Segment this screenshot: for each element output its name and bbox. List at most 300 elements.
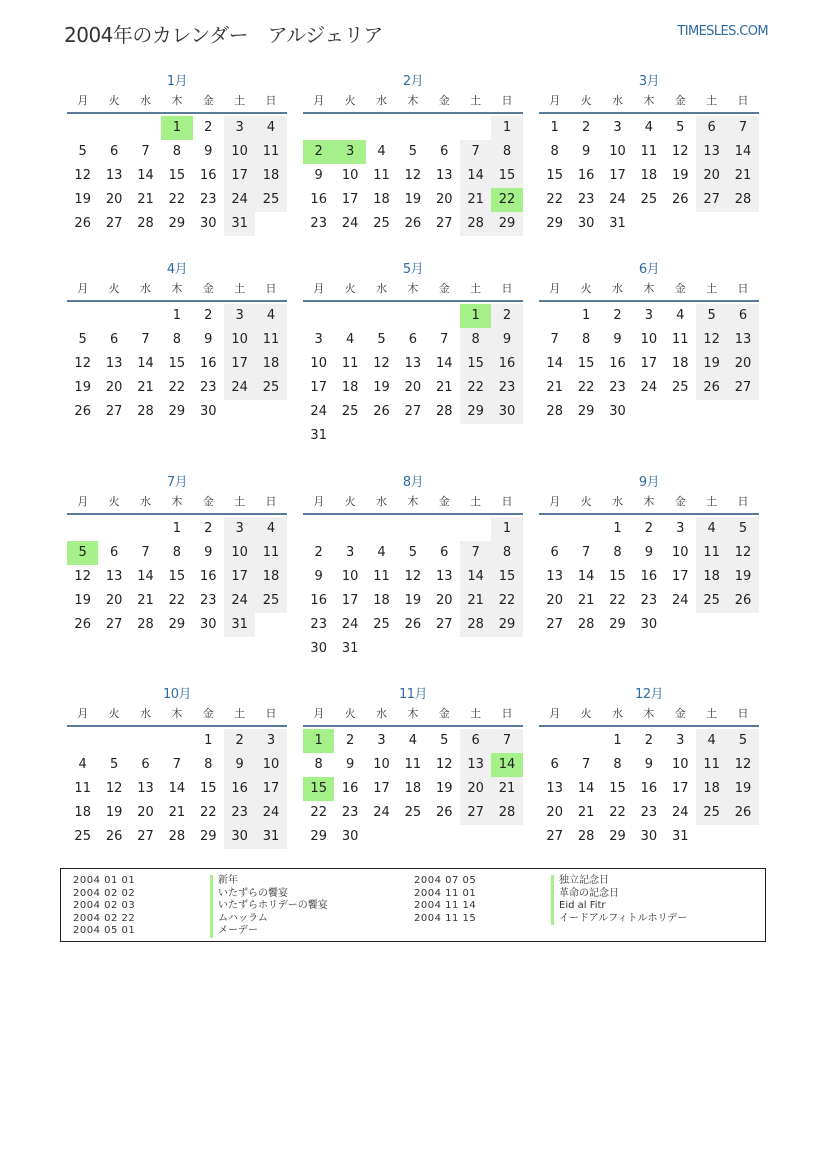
day-cell: 24: [224, 589, 255, 613]
day-cell: 5: [440, 733, 449, 748]
day-cell: 16: [224, 777, 255, 801]
day-cell: 31: [255, 825, 286, 849]
day-cell: 4: [377, 545, 386, 560]
weekday-label: 火: [580, 94, 592, 107]
day-cell: 11: [671, 332, 689, 347]
day-cell: 25: [373, 617, 390, 632]
weekday-label: 日: [737, 282, 749, 295]
weekday-label: 日: [265, 94, 277, 107]
month-block: [539, 73, 759, 236]
day-cell: 3: [345, 545, 355, 560]
day-cell: 1: [491, 116, 522, 140]
month-block: [67, 261, 287, 424]
day-cell: 16: [609, 356, 626, 371]
day-cell: 2: [581, 120, 591, 135]
day-cell: 27: [105, 216, 123, 231]
day-cell: 13: [546, 569, 563, 584]
holiday-day-cell: 3: [334, 140, 365, 164]
day-cell: 30: [640, 617, 658, 632]
empty-cell: [303, 517, 334, 541]
day-cell: 23: [640, 593, 658, 608]
day-cell: 27: [435, 617, 453, 632]
day-cell: 25: [255, 376, 286, 400]
day-cell: 15: [609, 569, 626, 584]
day-cell: 11: [373, 569, 390, 584]
day-cell: 13: [460, 753, 491, 777]
month-name: 2月: [402, 74, 424, 89]
month-block: [303, 261, 523, 448]
day-cell: 15: [491, 164, 522, 188]
weekday-label: 水: [375, 94, 387, 107]
empty-cell: [98, 517, 129, 541]
day-cell: 14: [435, 356, 453, 371]
day-cell: 3: [613, 120, 622, 135]
day-cell: 30: [199, 617, 217, 632]
day-cell: 9: [224, 753, 255, 777]
day-cell: 16: [199, 356, 217, 371]
day-cell: 31: [671, 829, 689, 844]
day-cell: 17: [310, 380, 327, 395]
day-cell: 24: [310, 404, 327, 419]
day-cell: 8: [172, 545, 181, 560]
weekday-label: 水: [139, 282, 151, 295]
weekday-label: 土: [706, 707, 718, 720]
day-cell: 11: [341, 356, 359, 371]
month-name: 3月: [638, 74, 660, 89]
day-cell: 15: [577, 356, 595, 371]
day-cell: 18: [373, 192, 390, 207]
weekday-header: [303, 91, 523, 114]
day-cell: 2: [204, 521, 213, 536]
day-grid: [303, 729, 523, 849]
day-cell: 17: [671, 781, 689, 796]
holiday-date: 2004 02 03: [73, 900, 136, 911]
month-name: 4月: [166, 262, 188, 277]
weekday-label: 火: [344, 94, 356, 107]
day-cell: 28: [546, 404, 563, 419]
day-cell: 30: [609, 404, 626, 419]
holiday-date: 2004 11 01: [414, 887, 477, 899]
day-cell: 20: [696, 164, 727, 188]
day-cell: 8: [172, 144, 181, 159]
month-name: 7月: [166, 475, 188, 490]
day-cell: 26: [74, 617, 91, 632]
day-cell: 15: [546, 168, 563, 183]
day-cell: 29: [546, 216, 563, 231]
empty-cell: [460, 517, 491, 541]
day-cell: 16: [640, 569, 658, 584]
month-name: 1月: [166, 74, 188, 89]
month-block: [67, 474, 287, 637]
day-cell: 10: [341, 168, 359, 183]
month-name: 8月: [402, 475, 424, 490]
day-cell: 27: [137, 829, 154, 844]
day-cell: 2: [345, 733, 355, 748]
weekday-label: 水: [375, 495, 387, 508]
day-cell: 22: [168, 192, 186, 207]
day-cell: 24: [255, 801, 286, 825]
empty-cell: [429, 517, 460, 541]
day-grid: [67, 729, 287, 849]
weekday-label: 月: [77, 707, 89, 720]
day-cell: 8: [314, 757, 323, 772]
day-cell: 1: [613, 521, 622, 536]
holiday-date: 2004 02 02: [73, 887, 136, 899]
day-cell: 8: [581, 332, 591, 347]
day-cell: 6: [550, 757, 559, 772]
holiday-date: 2004 07 05: [414, 875, 477, 886]
weekday-label: 日: [501, 707, 513, 720]
day-cell: 11: [696, 753, 727, 777]
day-cell: 14: [168, 781, 186, 796]
day-cell: 6: [440, 545, 449, 560]
day-cell: 19: [696, 352, 727, 376]
day-cell: 6: [460, 729, 491, 753]
day-cell: 27: [696, 188, 727, 212]
day-cell: 26: [696, 376, 727, 400]
day-cell: 17: [609, 168, 626, 183]
day-cell: 28: [727, 188, 758, 212]
weekday-label: 金: [202, 495, 214, 508]
site-logo[interactable]: TIMESLES.COM: [677, 24, 768, 39]
day-cell: 19: [435, 781, 453, 796]
day-cell: 31: [224, 613, 255, 637]
day-cell: 27: [546, 617, 563, 632]
day-cell: 25: [696, 801, 727, 825]
day-cell: 18: [696, 777, 727, 801]
day-cell: 5: [727, 729, 758, 753]
day-cell: 31: [310, 428, 327, 443]
day-cell: 1: [491, 517, 522, 541]
day-cell: 11: [373, 168, 390, 183]
holiday-date: 2004 01 01: [73, 875, 136, 886]
empty-cell: [130, 517, 161, 541]
weekday-label: 土: [706, 94, 718, 107]
day-cell: 21: [137, 192, 154, 207]
weekday-label: 水: [375, 707, 387, 720]
day-cell: 30: [199, 216, 217, 231]
day-cell: 8: [204, 757, 213, 772]
day-cell: 8: [491, 541, 522, 565]
weekday-label: 月: [313, 707, 325, 720]
weekday-label: 日: [737, 495, 749, 508]
day-cell: 10: [609, 144, 626, 159]
day-cell: 9: [314, 168, 323, 183]
day-cell: 23: [199, 192, 217, 207]
day-cell: 9: [314, 569, 323, 584]
day-cell: 16: [577, 168, 595, 183]
day-cell: 3: [676, 733, 685, 748]
month-block: [303, 73, 523, 236]
day-cell: 7: [727, 116, 758, 140]
weekday-header: [67, 279, 287, 302]
day-cell: 28: [137, 216, 154, 231]
empty-cell: [570, 729, 601, 753]
empty-cell: [334, 304, 365, 328]
day-cell: 13: [696, 140, 727, 164]
day-cell: 4: [644, 120, 653, 135]
holiday-name-column: [551, 875, 687, 925]
day-cell: 4: [696, 517, 727, 541]
day-cell: 5: [78, 332, 87, 347]
weekday-label: 土: [470, 707, 482, 720]
day-cell: 25: [696, 589, 727, 613]
day-cell: 24: [224, 376, 255, 400]
day-cell: 17: [671, 569, 689, 584]
day-cell: 1: [172, 308, 181, 323]
day-cell: 2: [613, 308, 622, 323]
day-cell: 31: [341, 641, 359, 656]
weekday-label: 日: [501, 495, 513, 508]
day-cell: 10: [671, 545, 689, 560]
weekday-label: 月: [313, 495, 325, 508]
weekday-label: 月: [77, 495, 89, 508]
day-cell: 11: [255, 328, 286, 352]
empty-cell: [570, 517, 601, 541]
weekday-label: 日: [501, 94, 513, 107]
day-cell: 19: [74, 192, 91, 207]
weekday-label: 木: [407, 495, 419, 508]
weekday-label: 水: [139, 707, 151, 720]
day-cell: 13: [435, 168, 453, 183]
day-cell: 26: [404, 617, 422, 632]
day-cell: 27: [435, 216, 453, 231]
weekday-header: [539, 279, 759, 302]
weekday-label: 木: [171, 707, 183, 720]
weekday-label: 水: [139, 495, 151, 508]
month-block: [539, 261, 759, 424]
day-cell: 4: [408, 733, 417, 748]
day-grid: [539, 116, 759, 236]
day-cell: 22: [609, 593, 626, 608]
day-cell: 26: [727, 589, 758, 613]
weekday-header: [303, 704, 523, 727]
day-cell: 17: [255, 777, 286, 801]
day-cell: 2: [204, 308, 213, 323]
day-cell: 7: [440, 332, 449, 347]
empty-cell: [429, 116, 460, 140]
day-cell: 18: [255, 352, 286, 376]
day-cell: 8: [613, 545, 622, 560]
day-cell: 24: [341, 617, 359, 632]
day-cell: 4: [676, 308, 685, 323]
weekday-label: 土: [706, 495, 718, 508]
day-cell: 7: [141, 545, 150, 560]
day-cell: 8: [491, 140, 522, 164]
day-cell: 22: [546, 192, 563, 207]
day-cell: 7: [581, 757, 591, 772]
empty-cell: [397, 116, 428, 140]
day-cell: 19: [671, 168, 689, 183]
holiday-name: メーデー: [210, 925, 328, 938]
weekday-header: [67, 91, 287, 114]
weekday-label: 金: [202, 707, 214, 720]
day-grid: [67, 116, 287, 236]
day-cell: 6: [408, 332, 417, 347]
empty-cell: [98, 116, 129, 140]
day-cell: 12: [696, 328, 727, 352]
weekday-label: 水: [611, 94, 623, 107]
weekday-label: 月: [313, 282, 325, 295]
day-grid: [539, 304, 759, 424]
day-grid: [539, 729, 759, 849]
empty-cell: [460, 116, 491, 140]
day-cell: 11: [74, 781, 91, 796]
day-cell: 21: [460, 188, 491, 212]
day-cell: 6: [109, 332, 119, 347]
day-cell: 8: [550, 144, 559, 159]
day-cell: 3: [314, 332, 323, 347]
holiday-legend: [60, 868, 766, 942]
day-cell: 26: [74, 404, 91, 419]
empty-cell: [98, 304, 129, 328]
holiday-date: 2004 11 14: [414, 900, 477, 911]
day-cell: 24: [671, 593, 689, 608]
weekday-label: 木: [407, 282, 419, 295]
day-cell: 28: [491, 801, 522, 825]
empty-cell: [397, 304, 428, 328]
day-cell: 4: [255, 116, 286, 140]
empty-cell: [130, 729, 161, 753]
day-cell: 28: [137, 404, 154, 419]
day-cell: 27: [105, 404, 123, 419]
day-cell: 19: [74, 593, 91, 608]
day-cell: 24: [341, 216, 359, 231]
day-cell: 21: [546, 380, 563, 395]
day-cell: 25: [341, 404, 359, 419]
weekday-label: 木: [643, 94, 655, 107]
weekday-label: 木: [643, 495, 655, 508]
day-cell: 23: [224, 801, 255, 825]
weekday-label: 火: [108, 707, 120, 720]
day-cell: 18: [671, 356, 689, 371]
day-cell: 26: [373, 404, 390, 419]
day-cell: 30: [640, 829, 658, 844]
holiday-name: 新年: [210, 875, 328, 888]
day-cell: 28: [460, 212, 491, 236]
weekday-label: 金: [674, 282, 686, 295]
day-cell: 14: [727, 140, 758, 164]
day-cell: 23: [310, 216, 327, 231]
weekday-label: 木: [407, 94, 419, 107]
day-cell: 24: [609, 192, 626, 207]
day-cell: 18: [404, 781, 422, 796]
day-cell: 8: [172, 332, 181, 347]
day-cell: 4: [255, 517, 286, 541]
day-cell: 13: [137, 781, 154, 796]
day-cell: 21: [491, 777, 522, 801]
month-name: 11月: [398, 687, 428, 702]
day-grid: [539, 517, 759, 637]
month-name: 12月: [634, 687, 664, 702]
day-cell: 14: [137, 569, 154, 584]
weekday-label: 火: [108, 282, 120, 295]
day-cell: 7: [491, 729, 522, 753]
day-cell: 4: [377, 144, 386, 159]
day-cell: 11: [255, 541, 286, 565]
day-cell: 5: [727, 517, 758, 541]
day-cell: 10: [341, 569, 359, 584]
day-cell: 17: [341, 192, 359, 207]
weekday-label: 土: [470, 495, 482, 508]
day-cell: 2: [224, 729, 255, 753]
day-cell: 6: [109, 545, 119, 560]
day-cell: 16: [491, 352, 522, 376]
day-cell: 30: [199, 404, 217, 419]
day-cell: 30: [577, 216, 595, 231]
day-cell: 12: [74, 356, 91, 371]
weekday-label: 火: [108, 94, 120, 107]
empty-cell: [366, 116, 397, 140]
weekday-label: 金: [674, 495, 686, 508]
day-cell: 5: [696, 304, 727, 328]
holiday-name: いたずらの饗宴: [210, 888, 328, 901]
weekday-label: 金: [438, 495, 450, 508]
weekday-label: 日: [265, 495, 277, 508]
weekday-label: 日: [501, 282, 513, 295]
weekday-label: 木: [171, 94, 183, 107]
weekday-header: [539, 91, 759, 114]
day-cell: 29: [168, 216, 186, 231]
day-cell: 2: [314, 545, 323, 560]
day-cell: 3: [224, 517, 255, 541]
weekday-label: 火: [344, 707, 356, 720]
day-cell: 14: [460, 164, 491, 188]
day-cell: 27: [105, 617, 123, 632]
empty-cell: [67, 517, 98, 541]
day-cell: 22: [168, 593, 186, 608]
day-cell: 29: [609, 617, 626, 632]
day-cell: 20: [435, 192, 453, 207]
holiday-name: いたずらホリデーの饗宴: [210, 900, 328, 913]
weekday-label: 土: [234, 94, 246, 107]
day-cell: 21: [137, 593, 154, 608]
day-cell: 22: [609, 805, 626, 820]
holiday-name: 独立記念日: [551, 875, 687, 888]
empty-cell: [303, 116, 334, 140]
day-cell: 12: [74, 168, 91, 183]
weekday-label: 木: [171, 282, 183, 295]
day-cell: 2: [204, 120, 213, 135]
holiday-day-cell: 22: [491, 188, 522, 212]
empty-cell: [130, 116, 161, 140]
day-cell: 12: [727, 541, 758, 565]
day-cell: 5: [408, 144, 417, 159]
day-cell: 2: [491, 304, 522, 328]
day-cell: 6: [141, 757, 150, 772]
day-cell: 21: [168, 805, 186, 820]
weekday-label: 土: [470, 94, 482, 107]
weekday-label: 金: [674, 707, 686, 720]
day-cell: 29: [168, 404, 186, 419]
day-cell: 23: [640, 805, 658, 820]
day-cell: 25: [671, 380, 689, 395]
day-cell: 31: [224, 212, 255, 236]
day-cell: 23: [310, 617, 327, 632]
day-cell: 23: [199, 593, 217, 608]
empty-cell: [539, 517, 570, 541]
day-cell: 3: [644, 308, 653, 323]
weekday-header: [539, 704, 759, 727]
day-cell: 23: [491, 376, 522, 400]
weekday-label: 金: [202, 94, 214, 107]
day-cell: 30: [491, 400, 522, 424]
month-name: 5月: [402, 262, 424, 277]
day-cell: 23: [609, 380, 626, 395]
day-cell: 6: [727, 304, 758, 328]
holiday-name: Eid al Fitr: [551, 900, 687, 913]
weekday-label: 火: [344, 495, 356, 508]
